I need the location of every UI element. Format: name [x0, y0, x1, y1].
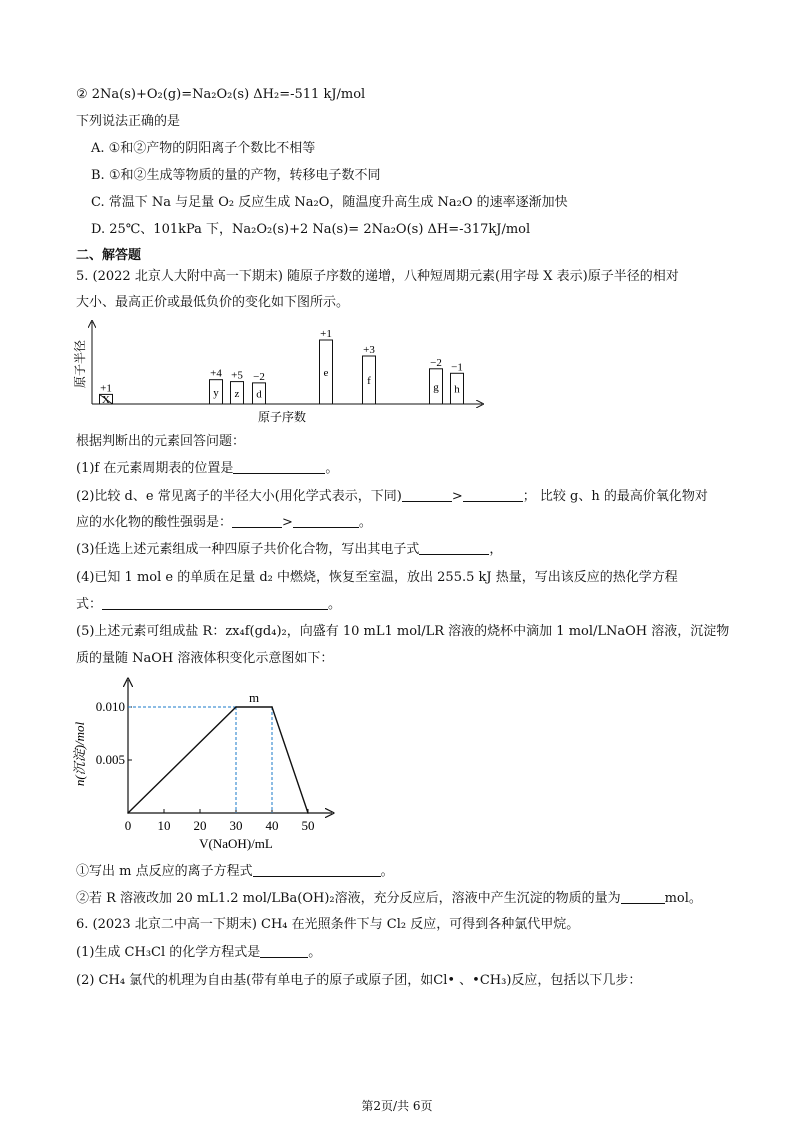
precip-point-2 [271, 706, 273, 708]
q5-sub1-blank[interactable] [233, 461, 325, 474]
radius-chart-ylabel: 原子半径 [73, 339, 87, 389]
q5-sub2-blank1[interactable] [402, 489, 452, 502]
q5-sub5-line1: (5)上述元素可组成盐 R：zx₄f(gd₄)₂，向盛有 10 mL1 mol/LR 溶液的烧杯中滴加 1 mol/LNaOH 溶液，沉淀物 [76, 624, 730, 639]
precip-xtick-label-10: 10 [157, 818, 171, 833]
q5-sub5-ii-blank[interactable] [621, 891, 665, 904]
q6-stem: 6. (2023 北京二中高一下期末) CH₄ 在光照条件下与 Cl₂ 反应，可得到各种氯代甲烷。 [76, 917, 580, 932]
precip-point-3 [307, 812, 309, 814]
q5-sub2-blank2[interactable] [463, 489, 523, 502]
q5-sub2-blank4[interactable] [293, 515, 359, 528]
precip-xtick-label-30: 30 [229, 818, 243, 833]
q5-sub3-blank[interactable] [419, 542, 489, 555]
q5-sub2-gt2: > [282, 515, 293, 530]
radius-bar-letter-z: z [234, 387, 240, 400]
q6-sub1-end: 。 [308, 945, 322, 960]
q5-sub4-end: 。 [328, 597, 342, 612]
q5-sub2-end: 。 [358, 515, 372, 530]
precip-series-line [128, 707, 308, 813]
precip-point-0 [127, 812, 129, 814]
q4-option-d: D. 25℃、101kPa 下，Na₂O₂(s)+2 Na(s)= 2Na₂O(s) ΔH=-317kJ/mol [91, 222, 531, 237]
radius-bar-letter-e: e [323, 367, 329, 379]
q6-sub2: (2) CH₄ 氯代的机理为自由基(带有单电子的原子或原子团，如Cl• 、•CH₃)反应，包括以下几步： [76, 973, 642, 988]
radius-bar-valence-h: −1 [451, 361, 463, 374]
precip-chart-ylabel: n(沉淀)/mol [72, 721, 87, 787]
q4-option-c: C. 常温下 Na 与足量 O₂ 反应生成 Na₂O，随温度升高生成 Na₂O 的速率逐渐加快 [91, 195, 568, 210]
q5-sub5-i [76, 863, 394, 881]
radius-bar-valence-X: +1 [100, 382, 112, 395]
q5-sub2-gt1: > [451, 489, 463, 504]
q5-sub4-text: 式： [76, 597, 103, 612]
q4-option-b: B. ①和②生成等物质的量的产物，转移电子数不同 [91, 168, 381, 183]
radius-bar-letter-X: X [102, 394, 110, 407]
precipitate-line-chart [70, 672, 340, 862]
radius-chart-xlabel: 原子序数 [257, 410, 307, 424]
q4-option-a: A. ①和②产物的阴阳离子个数比不相等 [91, 141, 316, 156]
q5-sub5-ii-text: ②若 R 溶液改加 20 mL1.2 mol/LBa(OH)₂溶液，充分反应后，溶液中产生沉淀的物质的量为 [76, 891, 621, 906]
q5-sub4-blank[interactable] [102, 597, 328, 610]
q5-sub5-ii [76, 890, 702, 908]
q5-sub5-i-text: ①写出 m 点反应的离子方程式 [76, 864, 253, 879]
q5-sub5-i-blank[interactable] [253, 864, 381, 877]
q6-sub1-text: (1)生成 CH₃Cl 的化学方程式是 [76, 945, 261, 960]
q5-lead: 根据判断出的元素回答问题： [76, 434, 246, 449]
precip-chart-xlabel: V(NaOH)/mL [199, 836, 273, 851]
q5-sub4-line2 [76, 596, 341, 614]
q5-sub2-blank3[interactable] [232, 515, 282, 528]
q4-prompt: 下列说法正确的是 [76, 114, 181, 129]
q5-sub1-end: 。 [325, 461, 339, 476]
radius-bar-valence-f: +3 [363, 344, 375, 356]
q5-stem-line1: 5. (2022 北京人大附中高一下期末) 随原子序数的递增，八种短周期元素(用字母 X 表示)原子半径的相对 [76, 269, 679, 284]
q4-reaction2: ② 2Na(s)+O₂(g)=Na₂O₂(s) ΔH₂=-511 kJ/mol [76, 87, 366, 102]
radius-bar-valence-d: −2 [253, 370, 265, 383]
radius-bar-letter-f: f [367, 375, 371, 387]
page-footer: 第2页/共 6页 [361, 1099, 433, 1113]
section-title: 二、解答题 [76, 248, 142, 263]
q5-sub2-line1 [76, 488, 708, 506]
q5-sub5-line2: 质的量随 NaOH 溶液体积变化示意图如下： [76, 651, 334, 666]
radius-bar-valence-e: +1 [320, 328, 332, 340]
q5-sub1 [76, 460, 338, 478]
precip-ytick-label-0.010: 0.010 [95, 699, 125, 714]
q5-sub3-text: (3)任选上述元素组成一种四原子共价化合物，写出其电子式 [76, 542, 420, 557]
q5-sub5-i-end: 。 [380, 864, 394, 879]
precip-xtick-label-20: 20 [193, 818, 207, 833]
q6-sub1-blank[interactable] [260, 945, 308, 958]
q6-sub1 [76, 944, 321, 962]
radius-bar-letter-g: g [433, 381, 439, 394]
q5-sub4-line1: (4)已知 1 mol e 的单质在足量 d₂ 中燃烧，恢复至室温，放出 255.5 kJ 热量，写出该反应的热化学方程 [76, 570, 678, 585]
radius-bar-valence-y: +4 [210, 367, 222, 380]
precip-chart-origin-label: 0 [124, 818, 132, 833]
q5-sub3 [76, 541, 502, 559]
q5-sub3-end: ， [489, 542, 503, 557]
radius-bar-letter-h: h [454, 383, 460, 396]
radius-bar-letter-y: y [213, 386, 219, 399]
q5-sub5-ii-end: mol。 [664, 891, 702, 906]
precip-ytick-label-0.005: 0.005 [95, 752, 125, 767]
precip-xtick-label-50: 50 [301, 818, 315, 833]
q5-sub2-text-b: ； 比较 g、h 的最高价氧化物对 [522, 489, 708, 504]
q5-sub1-text: (1)f 在元素周期表的位置是 [76, 461, 234, 476]
q5-sub2-line2 [76, 514, 372, 532]
radius-bar-letter-d: d [256, 388, 262, 401]
radius-bar-valence-g: −2 [430, 356, 442, 369]
q5-stem-line2: 大小、最高正价或最低负价的变化如下图所示。 [76, 295, 350, 310]
radius-bar-chart [70, 318, 490, 424]
q5-sub2-text-c: 应的水化物的酸性强弱是： [76, 515, 233, 530]
precip-point-1 [235, 706, 237, 708]
precip-annotation-m: m [248, 690, 260, 705]
radius-bar-valence-z: +5 [231, 369, 243, 382]
precip-xtick-label-40: 40 [265, 818, 279, 833]
q5-sub2-text: (2)比较 d、e 常见离子的半径大小(用化学式表示，下同) [76, 489, 402, 504]
